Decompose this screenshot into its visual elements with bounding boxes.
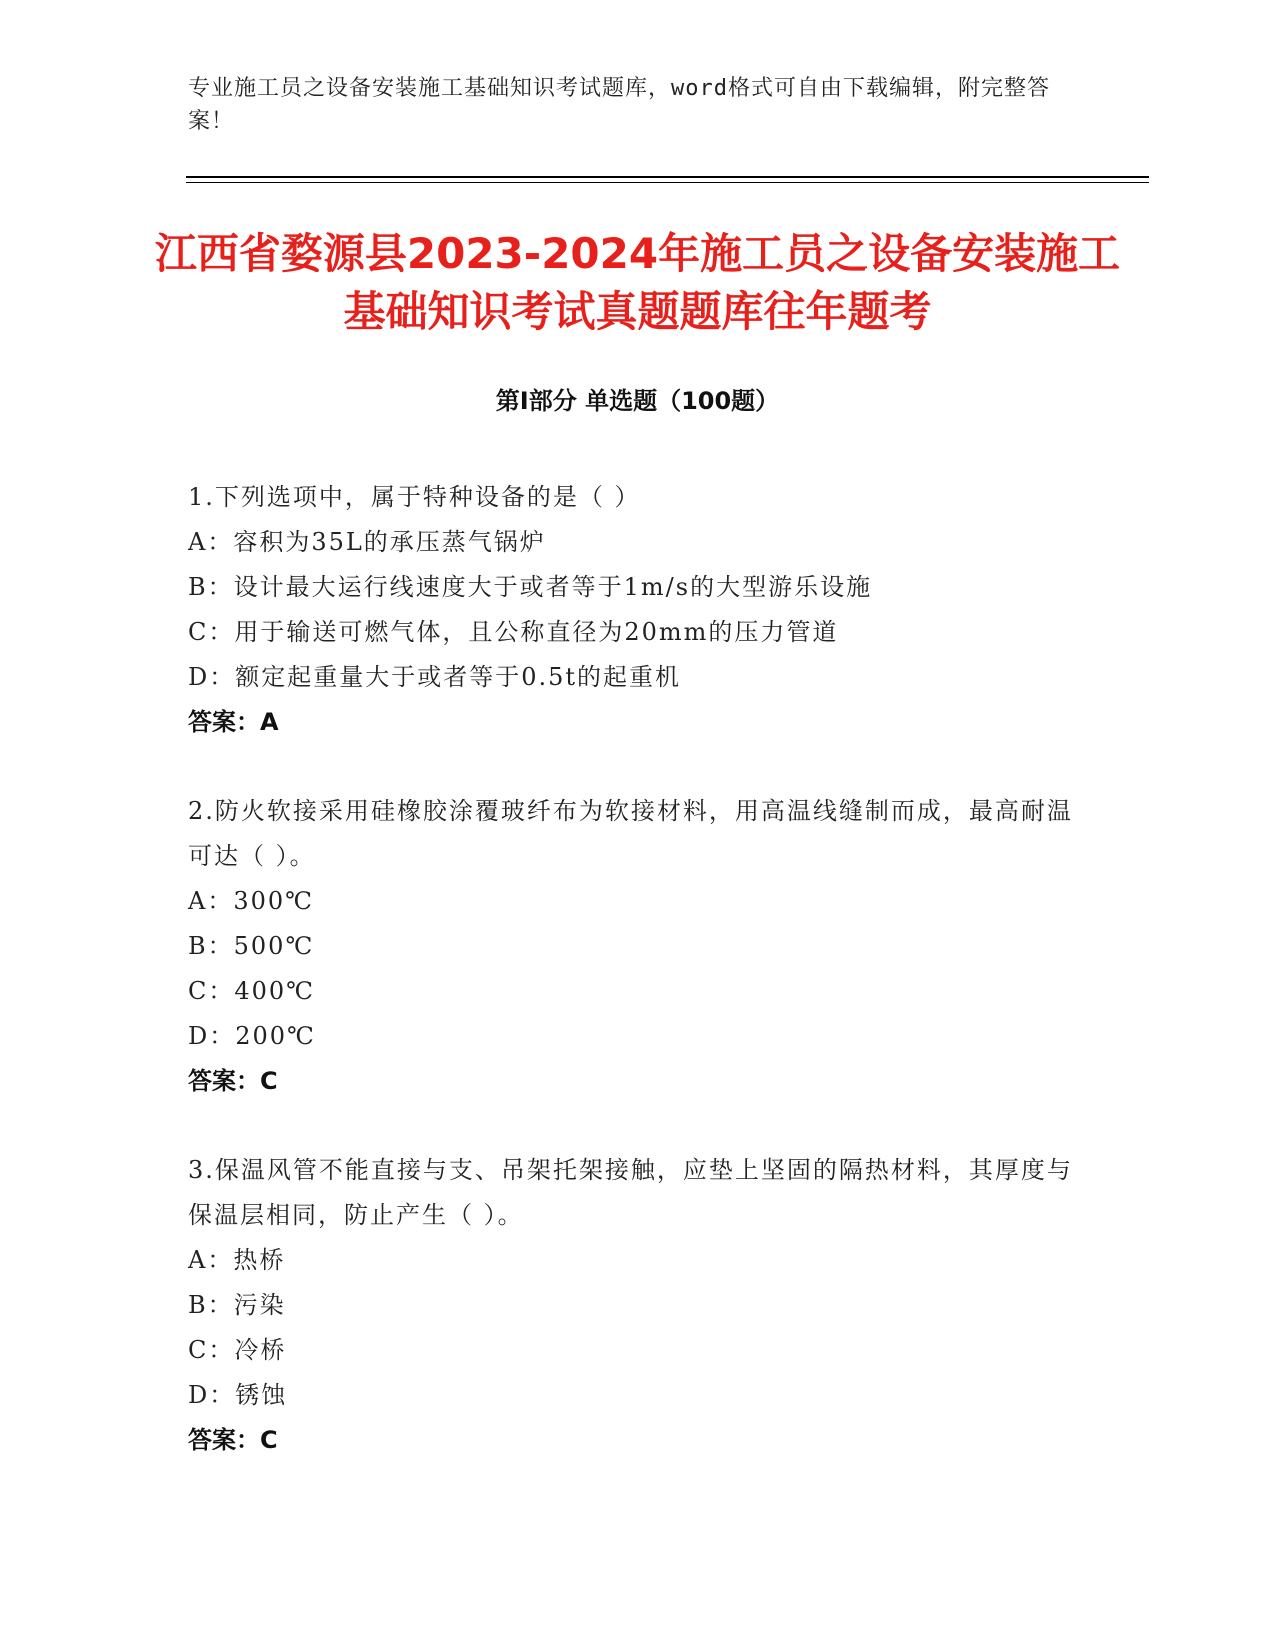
section-heading: 第I部分 单选题（100题）	[495, 387, 780, 415]
option-d: D：200℃	[188, 1022, 316, 1050]
answer: 答案：C	[188, 1426, 278, 1454]
question-3	[188, 1148, 1088, 1463]
question-stem: 1.下列选项中，属于特种设备的是（ ）	[188, 483, 641, 511]
option-a: A：300℃	[188, 887, 314, 915]
question-stem: 2.防火软接采用硅橡胶涂覆玻纤布为软接材料，用高温线缝制而成，最高耐温可达（ ）。	[188, 797, 1073, 870]
answer: 答案：A	[188, 708, 279, 736]
option-c: C：冷桥	[188, 1336, 287, 1364]
option-d: D：锈蚀	[188, 1381, 288, 1409]
header-divider	[186, 176, 1149, 178]
option-c: C：用于输送可燃气体，且公称直径为20mm的压力管道	[188, 618, 839, 646]
option-d: D：额定起重量大于或者等于0.5t的起重机	[188, 663, 682, 691]
question-1	[188, 475, 1088, 745]
option-a: A：热桥	[188, 1246, 286, 1274]
document-title: 江西省婺源县2023-2024年施工员之设备安装施工基础知识考试真题题库往年题考	[154, 229, 1121, 336]
option-c: C：400℃	[188, 977, 316, 1005]
option-b: B：500℃	[188, 932, 315, 960]
header-note: 专业施工员之设备安装施工基础知识考试题库，word格式可自由下载编辑，附完整答案！	[188, 76, 1050, 134]
option-a: A：容积为35L的承压蒸气锅炉	[188, 528, 546, 556]
option-b: B：设计最大运行线速度大于或者等于1m/s的大型游乐设施	[188, 573, 873, 601]
question-stem: 3.保温风管不能直接与支、吊架托架接触，应垫上坚固的隔热材料，其厚度与保温层相同，防止产生（ ）。	[188, 1156, 1073, 1229]
header-divider-thin	[186, 182, 1149, 183]
question-2	[188, 789, 1088, 1104]
answer: 答案：C	[188, 1067, 278, 1095]
option-b: B：污染	[188, 1291, 286, 1319]
question-list	[188, 475, 1088, 1507]
